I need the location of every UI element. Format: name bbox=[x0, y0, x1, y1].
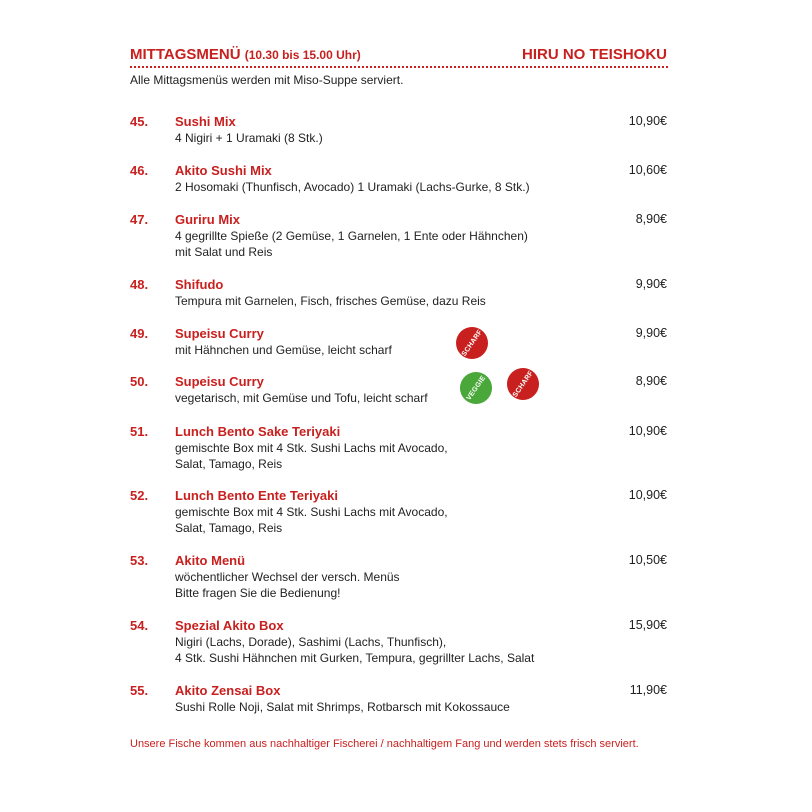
item-description-line: Salat, Tamago, Reis bbox=[175, 457, 283, 471]
veggie-badge: VEGGIE bbox=[454, 366, 499, 411]
item-description-line: 2 Hosomaki (Thunfisch, Avocado) 1 Uramaki (Lachs-Gurke, 8 Stk.) bbox=[175, 180, 530, 194]
item-price: 10,90€ bbox=[628, 488, 667, 502]
item-description-line: gemischte Box mit 4 Stk. Sushi Lachs mit Avocado, bbox=[175, 441, 448, 455]
scharf-badge: SCHARF bbox=[501, 362, 546, 407]
item-description bbox=[175, 504, 448, 536]
item-description-line: Tempura mit Garnelen, Fisch, frisches Gemüse, dazu Reis bbox=[175, 294, 486, 308]
item-price: 15,90€ bbox=[628, 618, 667, 632]
item-number: 50. bbox=[130, 374, 149, 389]
item-description bbox=[175, 342, 392, 358]
item-name: Sushi Mix bbox=[175, 114, 236, 129]
item-description-line: 4 Stk. Sushi Hähnchen mit Gurken, Tempura, gegrillter Lachs, Salat bbox=[175, 651, 535, 665]
item-description bbox=[175, 179, 530, 195]
item-name: Lunch Bento Ente Teriyaki bbox=[175, 488, 339, 503]
item-price: 10,90€ bbox=[628, 424, 667, 438]
item-description-line: Sushi Rolle Noji, Salat mit Shrimps, Rotbarsch mit Kokossauce bbox=[175, 700, 510, 714]
item-name: Akito Menü bbox=[175, 553, 246, 568]
section-title bbox=[130, 46, 361, 63]
japanese-title: HIRU NO TEISHOKU bbox=[521, 46, 667, 63]
item-number: 45. bbox=[130, 114, 149, 129]
item-description bbox=[175, 390, 428, 406]
item-description bbox=[175, 699, 510, 715]
item-description-line: Nigiri (Lachs, Dorade), Sashimi (Lachs, Thunfisch), bbox=[175, 635, 447, 649]
item-name: Akito Sushi Mix bbox=[175, 163, 272, 178]
item-name: Spezial Akito Box bbox=[175, 618, 284, 633]
item-description-line: vegetarisch, mit Gemüse und Tofu, leicht scharf bbox=[175, 391, 428, 405]
item-price: 8,90€ bbox=[635, 212, 667, 226]
item-description-line: 4 Nigiri + 1 Uramaki (8 Stk.) bbox=[175, 131, 323, 145]
item-description bbox=[175, 130, 323, 146]
item-description bbox=[175, 569, 400, 601]
intro-note: Alle Mittagsmenüs werden mit Miso-Suppe serviert. bbox=[130, 73, 404, 87]
section-title-text: MITTAGSMENÜ bbox=[130, 46, 241, 63]
item-name: Akito Zensai Box bbox=[175, 683, 281, 698]
item-number: 47. bbox=[130, 212, 149, 227]
item-description bbox=[175, 293, 486, 309]
item-name: Guriru Mix bbox=[175, 212, 241, 227]
item-name: Lunch Bento Sake Teriyaki bbox=[175, 424, 341, 439]
item-description-line: 4 gegrillte Spieße (2 Gemüse, 1 Garnelen, 1 Ente oder Hähnchen) bbox=[175, 229, 528, 243]
item-name: Supeisu Curry bbox=[175, 326, 264, 341]
item-number: 52. bbox=[130, 488, 149, 503]
item-description bbox=[175, 228, 528, 260]
item-description-line: Bitte fragen Sie die Bedienung! bbox=[175, 586, 341, 600]
item-description-line: mit Salat und Reis bbox=[175, 245, 273, 259]
item-price: 10,90€ bbox=[628, 114, 667, 128]
item-description-line: wöchentlicher Wechsel der versch. Menüs bbox=[175, 570, 400, 584]
dotted-divider bbox=[130, 66, 668, 68]
item-number: 46. bbox=[130, 163, 149, 178]
item-price: 10,50€ bbox=[628, 553, 667, 567]
item-name: Supeisu Curry bbox=[175, 374, 264, 389]
item-description-line: mit Hähnchen und Gemüse, leicht scharf bbox=[175, 343, 392, 357]
item-price: 8,90€ bbox=[635, 374, 667, 388]
item-price: 9,90€ bbox=[635, 277, 667, 291]
item-description-line: gemischte Box mit 4 Stk. Sushi Lachs mit Avocado, bbox=[175, 505, 448, 519]
item-number: 48. bbox=[130, 277, 149, 292]
item-price: 10,60€ bbox=[628, 163, 667, 177]
item-number: 51. bbox=[130, 424, 149, 439]
item-description bbox=[175, 440, 448, 472]
item-number: 55. bbox=[130, 683, 149, 698]
lunch-hours: (10.30 bis 15.00 Uhr) bbox=[244, 48, 361, 62]
scharf-badge: SCHARF bbox=[450, 321, 495, 366]
footer-note: Unsere Fische kommen aus nachhaltiger Fischerei / nachhaltigem Fang und werden stets frisch serviert. bbox=[130, 738, 639, 750]
item-price: 11,90€ bbox=[629, 683, 667, 697]
item-number: 53. bbox=[130, 553, 149, 568]
item-price: 9,90€ bbox=[635, 326, 667, 340]
item-number: 54. bbox=[130, 618, 149, 633]
item-name: Shifudo bbox=[175, 277, 224, 292]
item-description-line: Salat, Tamago, Reis bbox=[175, 521, 283, 535]
item-description bbox=[175, 634, 534, 666]
item-number: 49. bbox=[130, 326, 149, 341]
